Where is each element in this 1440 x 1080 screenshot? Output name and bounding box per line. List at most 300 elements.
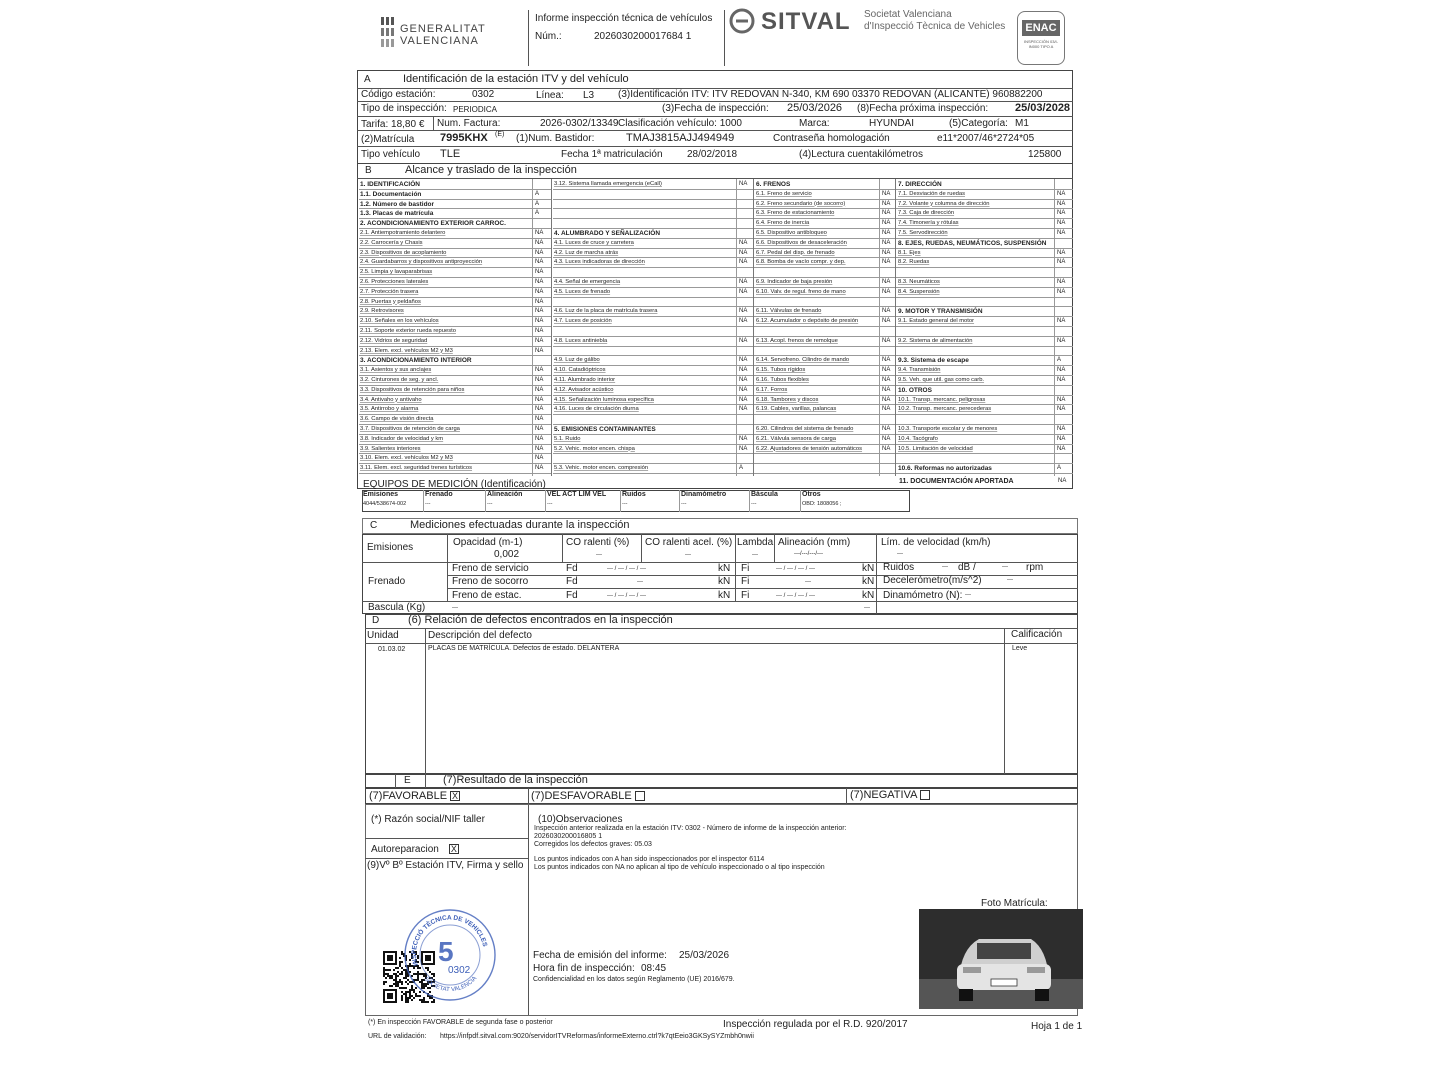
checklist-item-label: 10.5. Limitación de velocidad [898,445,973,452]
obs-line4: Los puntos indicados con A han sido inspeccionados por el inspector 6114 [534,856,765,863]
lambda: --- [752,552,758,558]
freno-label: Freno de servicio [452,563,529,574]
tipo-veh-label: Tipo vehículo [361,149,421,160]
desfavorable-checkbox[interactable] [635,791,645,801]
checklist-item-value: NA [882,190,891,197]
codigo-value: 0302 [472,89,495,100]
kn-label: kN [718,576,731,587]
favorable-checkbox[interactable]: X [452,791,459,802]
checklist-item-label: 6.16. Tubos flexibles [756,377,809,383]
fd-value: --- / --- / --- / --- [607,566,646,572]
checklist-item-label: 6.12. Acumulador o depósito de presión [756,318,859,325]
col-unidad: Unidad [367,630,399,641]
checklist-item-label: 6.1. Freno de servicio [756,190,812,197]
marca-label: Marca: [799,118,830,129]
checklist-item-label: 4.5. Luces de frenado [554,288,611,295]
opacidad-label: Opacidad (m-1) [453,537,523,548]
checklist-item-value: NA [882,259,891,266]
section-e-title: (7)Resultado de la inspección [443,774,588,786]
co-acel: --- [685,552,691,558]
fecha-emision-label: Fecha de emisión del informe: [533,950,667,961]
col-descripcion: Descripción del defecto [428,630,532,641]
checklist-item-label: 7.2. Volante y columna de dirección [898,200,990,207]
fi-label: Fi [741,590,750,601]
confidencialidad: Confidencialidad en los datos según Reglamento (UE) 2016/679. [533,976,735,983]
checklist-item-label: 3.8. Indicador de velocidad y km [360,435,444,442]
checklist-item-value: NA [1057,279,1066,285]
checklist-item-value: NA [739,239,748,246]
checklist-item-label: 4.16. Luces de circulación diurna [554,406,639,413]
checklist-item-label: 8.3. Neumáticos [898,279,940,285]
checklist-item-value: NA [1057,367,1066,374]
station-stamp [400,905,500,1005]
checklist-item-label: 1.2. Número de bastidor [360,200,435,208]
checklist-item-value: NA [1057,230,1066,236]
equipo-header: Alineación [487,491,523,498]
co-ralenti-label: CO ralenti (%) [566,537,630,548]
categoria: M1 [1015,118,1029,129]
ident-itv: (3)Identificación ITV: ITV REDOVAN N-340, KM 690 03370 REDOVAN (ALICANTE) 960882200 [618,89,1043,100]
checklist-item-label: 10.6. Reformas no autorizadas [898,465,992,473]
footer-hoja: Hoja 1 de 1 [1031,1021,1083,1032]
hora-fin: 08:45 [641,963,667,974]
fi-label: Fi [741,563,750,574]
obs-line2: 2026030200016805 1 [534,833,603,840]
tipo-veh: TLE [440,148,461,160]
checklist-item-label: 10.4. Tacógrafo [898,435,938,442]
lim-vel-label: Lím. de velocidad (km/h) [881,537,991,548]
checklist-item-label: 10.1. Transp. mercanc. peligrosas [898,396,986,403]
fi-value: --- [805,579,811,585]
sitval-brand: SITVAL [761,8,851,35]
equipo-header: Otros [802,491,821,498]
favorable [369,790,460,802]
dinamometro: --- [965,592,971,598]
bascula-label: Bascula (Kg) [368,602,426,613]
checklist-item-value: NA [882,308,891,315]
checklist-item-label: 6.20. Cilindros del sistema de frenado [756,426,854,432]
checklist-item-label: 2.13. Elem. excl. vehículos M2 y M3 [360,347,453,354]
checklist-item-label: 6.13. Acopl. frenos de remolque [756,337,838,344]
checklist-item-value: NA [739,279,748,285]
checklist-item-value: NA [535,259,544,266]
linea-label: Línea: [536,90,564,101]
checklist-item-label: 10.3. Transporte escolar y de menores [898,426,998,432]
checklist-item-label: 5. EMISIONES CONTAMINANTES [554,426,656,433]
fi-label: Fi [741,576,750,587]
foto-label: Foto Matrícula: [981,898,1048,909]
homolog: e11*2007/46*2724*05 [937,133,1035,144]
checklist-item-label: 4.2. Luz de marcha atrás [554,249,619,256]
checklist-item-value: NA [535,445,544,452]
checklist-item-value: NA [739,288,748,295]
kn-label: kN [862,576,875,587]
checklist-item-value: NA [1057,259,1066,266]
autoreparacion [371,844,459,855]
checklist-item-value: NA [535,279,544,285]
checklist-item-value: NA [739,435,748,442]
checklist-item-value: NA [535,239,544,246]
validation-url[interactable]: https://infpdf.sitval.com:9020/servidorITVReformas/informeExterno.ctrl?k7qtEeio3GKSySYZmbh0nwii [440,1033,754,1040]
checklist-item-label: 2.12. Vidrios de seguridad [360,337,428,344]
checklist-item-label: 6.15. Tubos rígidos [756,367,806,374]
checklist-item-value: NA [882,279,891,285]
checklist-item-label: 3.9. Salientes interiores [360,445,421,452]
checklist-item-value: NA [739,406,748,413]
checklist-item-value: NA [535,308,544,315]
obs-line3: Corregidos los defectos graves: 05.03 [534,841,652,848]
equipo-value: --- [681,501,687,507]
tipo-insp-label: Tipo de inspección: [361,103,447,114]
checklist-item-label: 3.11. Elem. excl. seguridad trenes turísticos [360,465,473,472]
checklist-item-value: A [535,200,540,207]
checklist-item-value: NA [739,386,748,393]
checklist-item-value: NA [882,377,891,383]
section-a-title: Identificación de la estación ITV y del vehículo [403,73,629,85]
checklist-item-label: 8.2. Ruedas [898,259,930,266]
tarifa: Tarifa: 18,80 € [361,119,425,130]
checklist-item-value: NA [882,288,891,295]
checklist-item-label: 7.1. Desviación de ruedas [898,190,966,197]
decelerometro: --- [1007,577,1013,583]
checklist-item-label: 6.9. Indicador de baja presión [756,279,833,285]
checklist-item-value: NA [535,465,544,472]
checklist-item-value: NA [535,396,544,403]
emisiones-label: Emisiones [367,542,414,553]
section-e-letter: E [404,775,411,786]
checklist-item-value: NA [535,455,544,462]
section-b-letter: B [365,165,372,176]
section-d-letter: D [372,615,380,626]
checklist-item-value: NA [535,367,544,374]
checklist-item-value: NA [739,445,748,452]
homolog-label: Contraseña homologación [773,133,890,144]
decelerometro-label: Decelerómetro(m/s^2) [883,575,982,586]
checklist-item-label: 4.9. Luz de gálibo [554,357,600,364]
checklist-item-label: 4.6. Luz de la placa de matrícula trasera [554,308,658,315]
checklist-item-value: NA [1057,318,1066,325]
checklist-item-value: NA [535,426,544,432]
checklist-item-label: 4.4. Señal de emergencia [554,279,621,285]
firma-label: (9)Vº Bº Estación ITV, Firma y sello [367,860,524,871]
checklist-item-label: 9.4. Transmisión [898,367,941,374]
col-calificacion: Calificación [1011,629,1063,640]
doc-aportada-value: NA [1058,478,1067,484]
checklist-item-value: NA [882,406,891,413]
checklist-item-value: NA [739,377,748,383]
checklist-item-label: 2.10. Señales en los vehículos [360,318,439,325]
checklist-item-label: 4.1. Luces de cruce y carretera [554,239,634,246]
checklist-item-label: 4.3. Luces indicadoras de dirección [554,259,645,266]
fd-label: Fd [566,576,578,587]
checklist-item-label: 5.1. Ruido [554,435,581,442]
categoria-label: (5)Categoría: [949,118,1008,129]
equipo-value: --- [425,501,431,507]
checklist-item-value: NA [739,181,748,187]
freno-label: Freno de socorro [452,576,529,587]
checklist-item-label: 6.7. Pedal del disp. de frenado [756,249,835,256]
doc-aportada: 11. DOCUMENTACIÓN APORTADA [899,478,1014,485]
factura-label: Num. Factura: [437,118,501,129]
cuenta-label: (4)Lectura cuentakilómetros [799,149,923,160]
checklist-item-label: 6.4. Freno de inercia [756,220,810,227]
negativa [850,789,930,801]
checklist-item-label: 3.2. Cinturones de seg. y ancl. [360,377,439,383]
checklist-item-label: 2.4. Guardabarros y dispositivos antiproyección [360,259,483,266]
checklist-item-label: 4.10. Catadióptricos [554,367,606,374]
negativa-label: (7)NEGATIVA [850,789,918,801]
checklist-item-value: NA [882,337,891,344]
generalitat-logo [380,15,510,55]
desfavorable [531,790,645,802]
checklist-item-value: NA [882,249,891,256]
enac-label: ENAC [1022,20,1060,36]
section-c-letter: C [370,520,378,531]
negativa-checkbox[interactable] [920,790,930,800]
frenado-label: Frenado [368,576,406,587]
sitval-sub1: Societat Valenciana [864,9,952,20]
checklist-item-value: NA [535,386,544,393]
checklist-item-value: NA [1057,210,1066,217]
checklist-item-value: NA [1057,337,1066,344]
tipo-insp: PERIODICA [453,105,498,114]
checklist-item-value: NA [882,426,891,432]
checklist-item-label: 6.22. Ajustadores de tensión automáticos [756,445,863,452]
report-num-label: Núm.: [535,31,562,42]
checklist-item-label: 2.6. Protecciones laterales [360,279,429,285]
kn-label: kN [862,590,875,601]
stamp-code: 0302 [448,965,471,976]
checklist-item-value: NA [535,406,544,413]
marca: HYUNDAI [869,118,915,129]
checklist-item-label: 7.5. Servodirección [898,230,948,236]
fecha-mat-label: Fecha 1ª matriculación [561,149,663,160]
checklist-item-label: 1. IDENTIFICACIÓN [360,181,420,188]
fecha-prox-label: (8)Fecha próxima inspección: [857,103,989,114]
kn-label: kN [862,563,875,574]
checklist-item-label: 5.2. Vehic. motor encen. chispa [554,445,635,452]
checklist-item-value: NA [1057,435,1066,442]
checklist-item-value: NA [882,367,891,374]
clasificacion: Clasificación vehículo: 1000 [618,118,742,129]
checklist-item-label: 3.6. Campo de visión directa [360,416,434,423]
equipo-header: VEL ACT LIM VEL [547,491,607,498]
fi-value: --- / --- / --- / --- [776,566,815,572]
checklist-item-label: 6.17. Forros [756,386,788,393]
checklist-item-value: NA [882,386,891,393]
matricula: 7995KHX [440,132,488,144]
checklist-item-value: NA [535,288,544,295]
desfavorable-label: (7)DESFAVORABLE [531,790,632,802]
bastidor-label: (1)Num. Bastidor: [516,133,595,144]
sitval-logo [728,8,1018,38]
checklist-item-value: NA [1057,249,1066,256]
checklist-item-value: NA [739,367,748,374]
fecha-mat: 28/02/2018 [687,149,738,160]
fi-value: --- / --- / --- / --- [776,593,815,599]
checklist-item-label: 3.3. Dispositivos de retención para niños [360,386,465,393]
checklist-item-value: NA [535,416,544,423]
defect-unidad: 01.03.02 [378,646,406,653]
checklist-item-label: 2.2. Carrocería y Chasis [360,239,423,246]
checklist-item-value: NA [882,239,891,246]
checklist-item-value: NA [739,337,748,344]
defect-calificacion: Leve [1012,645,1028,652]
bastidor: TMAJ3815AJJ494949 [626,132,735,144]
enac-badge [1017,11,1065,65]
equipo-header: Emisiones [363,491,399,498]
url-label: URL de validación: [368,1033,427,1040]
checklist-item-label: 6.19. Cables, varillas, palancas [756,406,837,413]
checklist-item-label: 4.7. Luces de posición [554,318,612,325]
ruidos: --- [942,564,948,570]
checklist-item-value: NA [1057,200,1066,207]
checklist-item-label: 1.1. Documentación [360,190,422,198]
equipo-value: --- [751,501,757,507]
checklist-item-label: 2.3. Dispositivos de acoplamiento [360,249,447,256]
checklist-item-value: A [1057,357,1062,364]
coat-of-arms-icon [380,15,396,51]
linea-value: L3 [583,90,595,101]
checklist-item-value: NA [535,318,544,325]
checklist-item-value: NA [739,357,748,364]
co-acel-label: CO ralenti acel. (%) [645,537,733,548]
stamp-bottom-text: SOCIETAT VALENCIA [422,975,479,994]
fd-label: Fd [566,563,578,574]
bascula: --- [452,605,458,611]
alineacion-label: Alineación (mm) [778,537,851,548]
checklist-item-value: NA [535,377,544,383]
razon-social: (*) Razón social/NIF taller [371,814,485,825]
fd-label: Fd [566,590,578,601]
checklist-item-label: 4.15. Señalización luminosa específica [554,396,654,403]
footer-note: (*) En inspección FAVORABLE de segunda fase o posterior [368,1019,553,1026]
checklist-item-value: NA [739,396,748,403]
gv-line1: GENERALITAT [400,23,486,35]
checklist-item-value: NA [1057,288,1066,295]
section-c-title: Mediciones efectuadas durante la inspección [410,519,630,531]
checklist-item-label: 7. DIRECCIÓN [898,181,942,188]
equipo-value: --- [487,501,493,507]
checklist-item-label: 6.14. Servofreno. Cilindro de mando [756,357,850,364]
ruidos-label: Ruidos [883,562,915,573]
checklist-item-label: 9.3. Sistema de escape [898,357,969,365]
sitval-sub2: d'Inspecció Tècnica de Vehicles [864,21,1006,32]
fecha-insp-label: (3)Fecha de inspección: [662,103,769,114]
checklist-item-label: 4.12. Avisador acústico [554,386,614,393]
equipo-header: Báscula [751,491,778,498]
favorable-label: (7)FAVORABLE [369,790,448,802]
checklist-item-value: NA [882,230,891,236]
checklist-item-label: 6.5. Dispositivo antibloqueo [756,230,827,236]
checklist-item-value: NA [535,298,544,305]
checklist-item-label: 4. ALUMBRADO Y SEÑALIZACIÓN [554,230,661,237]
bascula-right: --- [864,605,870,611]
checklist-item-value: NA [535,347,544,354]
autoreparacion-label: Autoreparacion [371,844,439,855]
section-a-letter: A [364,74,371,85]
fecha-prox: 25/03/2028 [1015,102,1071,114]
fecha-emision: 25/03/2026 [679,950,730,961]
checklist-item-label: 6.6. Dispositivos de desaceleración [756,239,847,246]
checklist-item-value: NA [1057,406,1066,413]
checklist-item-value: NA [535,230,544,236]
checklist-item-value: A [535,190,540,197]
checklist-item-value: NA [739,259,748,266]
checklist-item-value: NA [882,445,891,452]
result-row [365,788,1078,804]
checklist-item-value: A [1057,465,1062,472]
checklist-item-label: 9.2. Sistema de alimentación [898,337,973,344]
checklist-item-value: NA [882,435,891,442]
checklist-item-label: 9. MOTOR Y TRANSMISIÓN [898,308,983,316]
equipo-value: --- [622,501,628,507]
equipo-header: Ruidos [622,491,646,498]
checklist-item-value: NA [535,328,544,334]
autoreparacion-checkbox[interactable]: X [450,844,457,855]
checklist-item-value: NA [882,210,891,217]
fd-value: --- / --- / --- / --- [607,593,646,599]
checklist-item-value: NA [739,308,748,315]
checklist-item-label: 4.11. Alumbrado interior [554,377,616,383]
kn-label: kN [718,590,731,601]
checklist-item-value: NA [1057,190,1066,197]
section-d-title: (6) Relación de defectos encontrados en la inspección [408,614,673,626]
checklist-item-value: NA [535,337,544,344]
freno-label: Freno de estac. [452,590,522,601]
rpm-value: --- [1002,564,1008,570]
checklist-item-label: 7.3. Caja de dirección [898,210,955,217]
kn-label: kN [718,563,731,574]
checklist-item-label: 6.8. Bomba de vacío compr. y dep. [756,259,846,266]
checklist-item-value: NA [535,269,544,276]
checklist-item-value: NA [1057,426,1066,432]
checklist-item-label: 7.4. Timonería y rótulas [898,220,959,227]
fd-value: --- [637,579,643,585]
checklist-item-label: 2.11. Soporte exterior rueda repuesto [360,328,456,334]
stamp-seal-icon [400,905,500,1005]
checklist-item-label: 8.4. Suspensión [898,288,940,295]
checklist-item-value: NA [882,220,891,227]
checklist-item-label: 10.2. Transp. mercanc. perecederas [898,406,992,413]
co-ralenti: --- [596,552,602,558]
gv-line2: VALENCIANA [400,35,479,47]
checklist-item-label: 3.12. Sistema llamada emergencia (eCall) [554,181,662,187]
checklist-item-label: 8.1. Ejes [898,249,921,256]
checklist-item-label: 6.18. Tambores y discos [756,396,819,403]
checklist-item-value: NA [535,249,544,256]
sitval-emblem-icon [728,8,756,34]
checklist-item-label: 2.9. Retrovisores [360,308,404,315]
codigo-label: Código estación: [361,89,436,100]
checklist-item-value: NA [1057,377,1066,383]
checklist-item-value: NA [882,396,891,403]
checklist-item-label: 3.1. Asientos y sus anclajes [360,367,432,374]
checklist-item-label: 2.8. Puertas y peldaños [360,298,421,305]
checklist-item-label: 5.3. Vehic. motor encen. compresión [554,465,649,472]
report-num: 2026030200017684 1 [594,31,692,42]
equipo-header: Dinamómetro [681,491,727,498]
checklist-item-value: NA [882,200,891,207]
checklist-item-value: NA [535,435,544,442]
fecha-insp: 25/03/2026 [787,102,843,114]
equipo-value: 4044/538674-002 [363,501,407,507]
checklist-item-label: 3.7. Dispositivos de retención de carga [360,426,460,432]
observaciones-title: (10)Observaciones [538,814,623,825]
opacidad: 0,002 [494,549,520,560]
checklist-item-value: NA [739,318,748,325]
checklist-item-value: NA [882,318,891,325]
